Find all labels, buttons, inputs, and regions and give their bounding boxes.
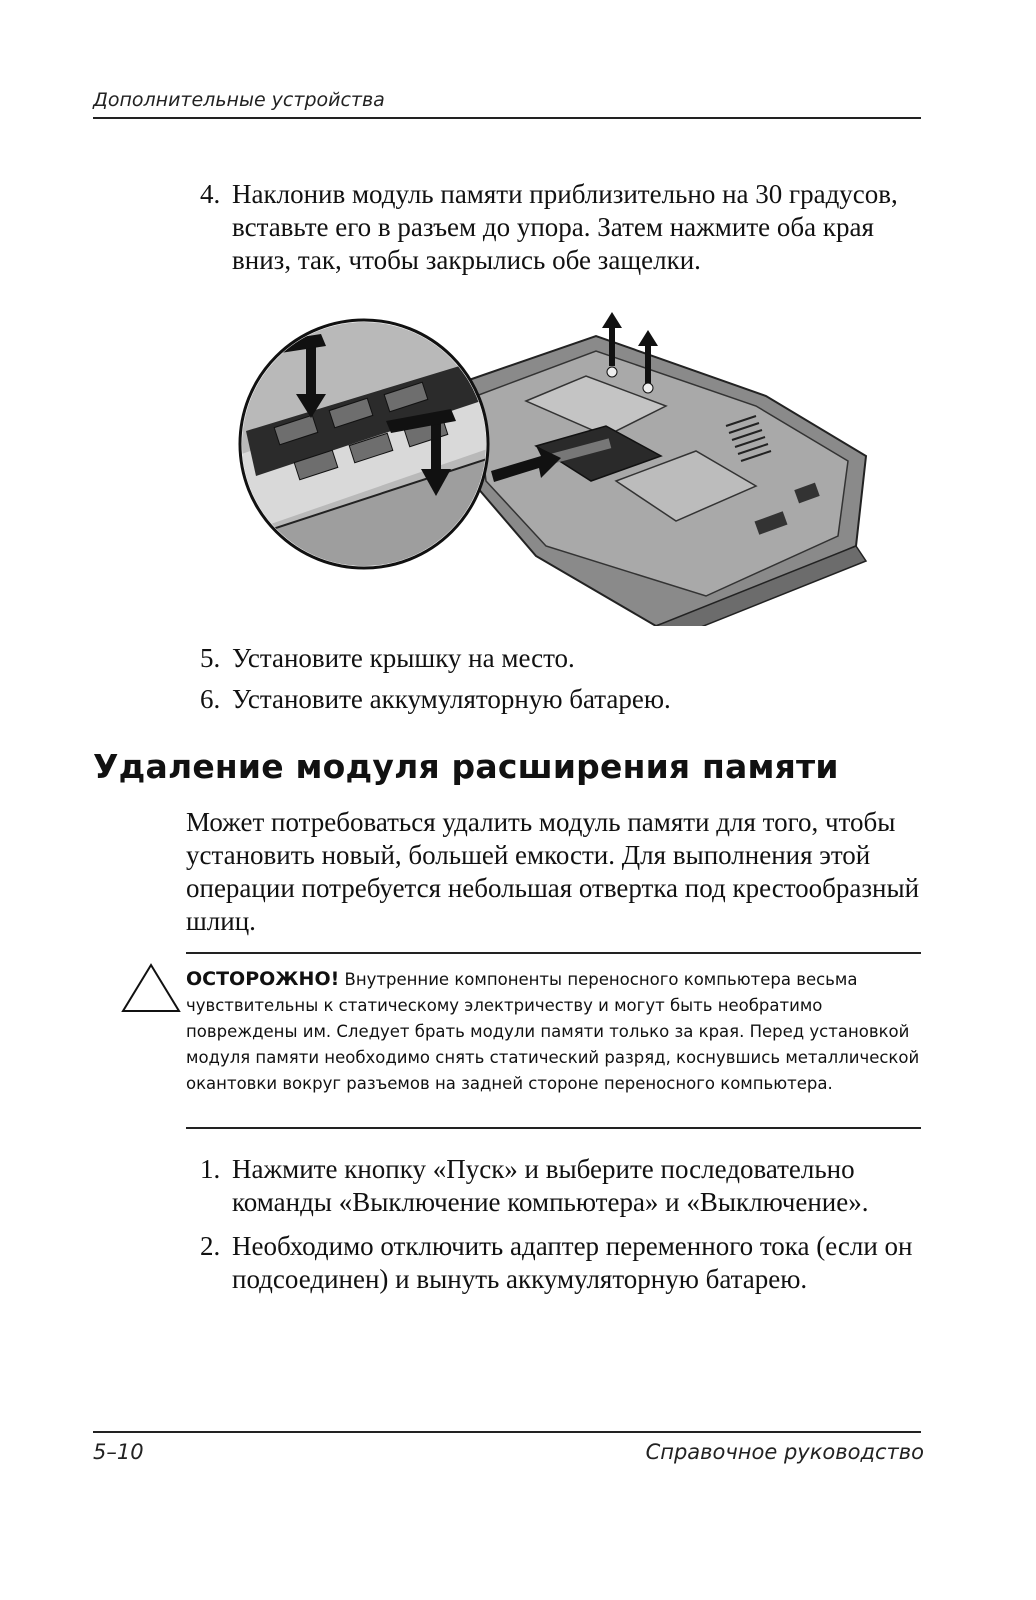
step-5 <box>200 642 930 675</box>
caution-block <box>186 966 926 1097</box>
caution-triangle-icon <box>120 962 182 1019</box>
step-text: Установите аккумуляторную батарею. <box>232 684 671 714</box>
step-4 <box>200 178 930 277</box>
step-number: 1. <box>200 1154 221 1184</box>
step-number: 4. <box>200 179 221 209</box>
page-number: 5–10 <box>93 1440 144 1464</box>
step-1 <box>200 1153 930 1219</box>
step-text: Установите крышку на место. <box>232 643 575 673</box>
caution-top-rule <box>186 952 921 954</box>
header-rule <box>93 117 921 119</box>
section-heading: Удаление модуля расширения памяти <box>93 747 839 786</box>
step-number: 5. <box>200 643 221 673</box>
step-number: 2. <box>200 1231 221 1261</box>
caution-text: Внутренние компоненты переносного компьютера весьма чувствительны к статическому электричеству и могут быть необратимо повреждены им. Следует брать модули памяти только за края. Перед установкой модуля памяти необходимо снять статический разряд, коснувшись металлической окантовки вокруг разъемов на задней стороне переносного компьютера. <box>186 970 920 1093</box>
step-text: Наклонив модуль памяти приблизительно на 30 градусов, вставьте его в разъем до упора. Затем нажмите оба края вниз, так, чтобы закрылись обе защелки. <box>232 179 898 275</box>
section-intro: Может потребоваться удалить модуль памяти для того, чтобы установить новый, большей емкости. Для выполнения этой операции потребуется небольшая отвертка под крестообразный шлиц. <box>186 807 920 936</box>
step-text: Нажмите кнопку «Пуск» и выберите последовательно команды «Выключение компьютера» и «Выключение». <box>232 1154 869 1217</box>
step-text: Необходимо отключить адаптер переменного тока (если он подсоединен) и вынуть аккумуляторную батарею. <box>232 1231 913 1294</box>
caution-label: ОСТОРОЖНО! <box>186 968 340 990</box>
running-header: Дополнительные устройства <box>93 89 385 111</box>
footer-rule <box>93 1431 921 1433</box>
step-6 <box>200 683 930 716</box>
step-number: 6. <box>200 684 221 714</box>
caution-bottom-rule <box>186 1127 921 1129</box>
footer-doc-title: Справочное руководство <box>645 1440 924 1464</box>
step-2 <box>200 1230 930 1296</box>
memory-module-install-illustration <box>236 306 876 631</box>
